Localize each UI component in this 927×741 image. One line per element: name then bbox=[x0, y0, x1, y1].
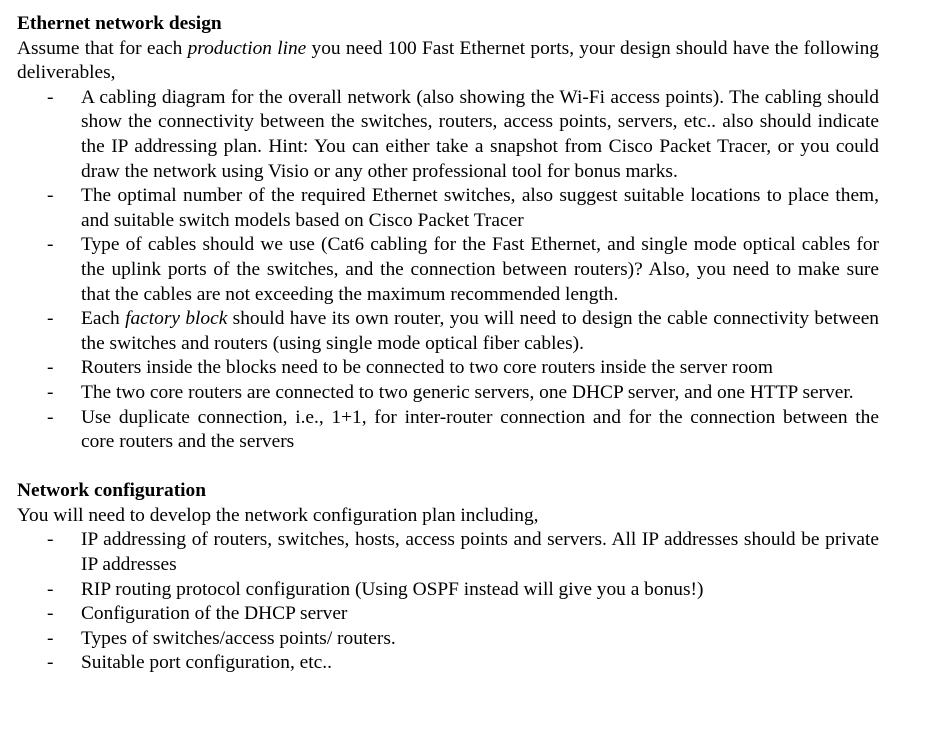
bullet-dash: - bbox=[47, 234, 54, 256]
list-item-text: Suitable port configuration, etc.. bbox=[81, 652, 332, 674]
bullet-dash: - bbox=[47, 381, 54, 403]
bullet-dash: - bbox=[47, 308, 54, 330]
bullet-dash: - bbox=[47, 86, 54, 108]
list-item bbox=[17, 307, 879, 356]
bullet-dash: - bbox=[47, 578, 54, 600]
bullet-dash: - bbox=[47, 185, 54, 207]
list-item-text: Type of cables should we use (Cat6 cabling for the Fast Ethernet, and single mode optical cables for the uplink ports of the switches, and the connection between routers)? Also, you need to make sure that the cables are not exceeding the maximum recommended length. bbox=[81, 234, 879, 305]
list-item bbox=[17, 528, 879, 577]
list-item bbox=[17, 578, 879, 603]
list-item-text: Routers inside the blocks need to be connected to two core routers inside the server room bbox=[81, 357, 773, 379]
bullet-dash: - bbox=[47, 406, 54, 428]
bullet-dash: - bbox=[47, 627, 54, 649]
list-item-text: The optimal number of the required Ethernet switches, also suggest suitable locations to place them, and suitable switch models based on Cisco Packet Tracer bbox=[81, 185, 879, 231]
item-text-start: Each bbox=[81, 308, 126, 330]
section-heading-ethernet: Ethernet network design bbox=[17, 13, 222, 34]
list-item-text bbox=[81, 308, 879, 354]
list-item-text: Configuration of the DHCP server bbox=[81, 603, 348, 625]
bullet-dash: - bbox=[47, 652, 54, 674]
item-text-end: should have its own router, you will need to design the cable connectivity between the switches and routers (using single mode optical fiber cables). bbox=[81, 308, 879, 354]
ethernet-deliverables-list bbox=[17, 86, 879, 455]
list-item-text: RIP routing protocol configuration (Using OSPF instead will give you a bonus!) bbox=[81, 578, 704, 600]
list-item-text: Use duplicate connection, i.e., 1+1, for inter-router connection and for the connection between the core routers and the servers bbox=[81, 406, 879, 453]
list-item-text: The two core routers are connected to two generic servers, one DHCP server, and one HTTP server. bbox=[81, 381, 854, 403]
intro-text-end: you need 100 Fast Ethernet ports, your design should have the following deliverables, bbox=[17, 37, 879, 84]
item-emphasis: factory block bbox=[125, 308, 228, 330]
bullet-dash: - bbox=[47, 357, 54, 379]
network-config-intro: You will need to develop the network configuration plan including, bbox=[17, 504, 539, 526]
list-item bbox=[17, 627, 879, 652]
list-item bbox=[17, 356, 879, 381]
list-item bbox=[17, 184, 879, 233]
list-item bbox=[17, 406, 879, 455]
bullet-dash: - bbox=[47, 529, 54, 551]
list-item bbox=[17, 381, 879, 406]
list-item-text: IP addressing of routers, switches, hosts, access points and servers. All IP addresses should be private IP addresses bbox=[81, 529, 879, 576]
ethernet-intro bbox=[17, 37, 879, 86]
network-config-list bbox=[17, 528, 879, 676]
section-heading-network-config: Network configuration bbox=[17, 480, 207, 502]
list-item bbox=[17, 602, 879, 627]
section-spacer bbox=[17, 455, 879, 480]
list-item bbox=[17, 86, 879, 184]
intro-text-start: Assume that for each bbox=[17, 37, 188, 59]
list-item bbox=[17, 233, 879, 307]
list-item-text: A cabling diagram for the overall network (also showing the Wi-Fi access points). The cabling should show the connectivity between the switches, routers, access points, servers, etc.. also should indicate the IP addressing plan. Hint: You can either take a snapshot from Cisco Packet Tracer, or you could draw the network using Visio or any other professional tool for bonus marks. bbox=[81, 86, 879, 182]
bullet-dash: - bbox=[47, 603, 54, 625]
intro-emphasis: production line bbox=[187, 37, 307, 59]
list-item bbox=[17, 651, 879, 676]
list-item-text: Types of switches/access points/ routers. bbox=[81, 627, 396, 649]
